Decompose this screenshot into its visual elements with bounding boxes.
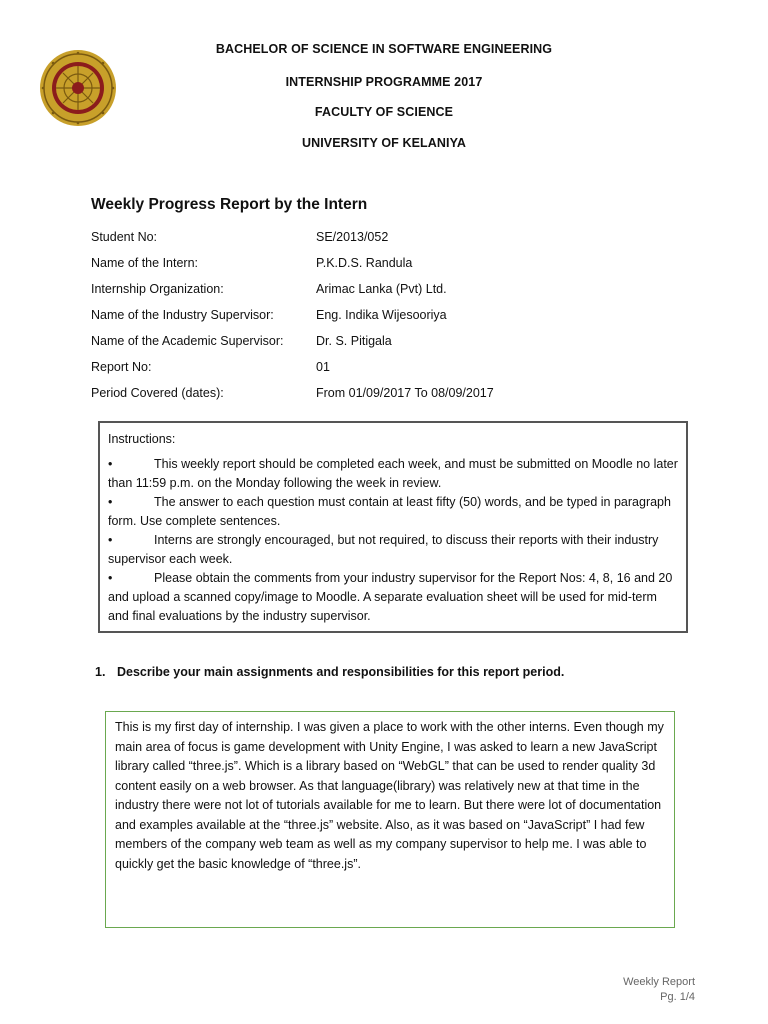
university-name: UNIVERSITY OF KELANIYA: [301, 136, 467, 150]
page-number: Pg. 1/4: [660, 991, 695, 1003]
instruction-item: [108, 493, 678, 531]
instruction-text: The answer to each question must contain at least fifty (50) words, and be typed in paragraph: [154, 495, 671, 509]
instructions-title: Instructions:: [108, 432, 176, 446]
instruction-item: [108, 569, 678, 626]
bullet-icon: •: [108, 571, 113, 585]
field-value: From 01/09/2017 To 08/09/2017: [316, 386, 494, 400]
instruction-text-cont: and upload a scanned copy/image to Moodle. A separate evaluation sheet will be used for mid-term and final evaluations by the industry supervisor.: [108, 590, 657, 623]
field-report-no: [91, 360, 330, 374]
page-footer: [623, 975, 695, 1005]
question-number: 1.: [95, 665, 106, 679]
faculty-name: FACULTY OF SCIENCE: [314, 105, 454, 119]
instructions-box: [98, 421, 688, 633]
field-value: 01: [316, 360, 330, 374]
field-student-no: [91, 230, 389, 244]
field-label: Name of the Industry Supervisor:: [91, 308, 274, 322]
instruction-item: [108, 455, 678, 493]
instruction-text: This weekly report should be completed each week, and must be submitted on Moodle no: [154, 457, 651, 471]
field-value: Arimac Lanka (Pvt) Ltd.: [316, 282, 447, 296]
field-industry-supervisor: [91, 308, 447, 322]
footer-doc-name: Weekly Report: [623, 976, 695, 988]
answer-box: [105, 711, 675, 928]
field-label: Name of the Academic Supervisor:: [91, 334, 284, 348]
program-title: BACHELOR OF SCIENCE IN SOFTWARE ENGINEERING: [215, 42, 553, 56]
bullet-icon: •: [108, 495, 113, 509]
bullet-icon: •: [108, 457, 113, 471]
instruction-text-cont: later than 11:59 p.m. on the Monday following the week in review.: [108, 457, 678, 490]
field-value: SE/2013/052: [316, 230, 389, 244]
instruction-text-cont: supervisor each week.: [108, 552, 233, 566]
programme-name: INTERNSHIP PROGRAMME 2017: [285, 75, 483, 89]
field-organization: [91, 282, 447, 296]
field-label: Name of the Intern:: [91, 256, 199, 270]
report-title: Weekly Progress Report by the Intern: [91, 196, 368, 213]
field-label: Period Covered (dates):: [91, 386, 224, 400]
field-value: Eng. Indika Wijesooriya: [316, 308, 447, 322]
instruction-text: Please obtain the comments from your industry supervisor for the Report Nos: 4, 8, 16 and 20: [154, 571, 673, 585]
field-intern-name: [91, 256, 413, 270]
instruction-text-cont: form. Use complete sentences.: [108, 514, 281, 528]
question-text: Describe your main assignments and responsibilities for this report period.: [117, 665, 565, 679]
instruction-text: Interns are strongly encouraged, but not required, to discuss their reports with their industry: [154, 533, 659, 547]
field-value: P.K.D.S. Randula: [316, 256, 413, 270]
instruction-item: [108, 531, 678, 569]
field-academic-supervisor: [91, 334, 392, 348]
question-1: [95, 665, 564, 679]
answer-text: This is my first day of internship. I was given a place to work with the other interns. Even though my main area of focus is game development with Unity Engine, I was asked to learn a new JavaScript library called “three.js”. Which is a library based on “WebGL” that can be used to render quality 3d content easily on a web browser. As that language(library) was relatively new at that time in the industry there were not lot of tutorials available for me to learn. But there were lot of documentation and examples available at the “three.js” website. Also, as it was based on “JavaScript” I had few members of the company web team as well as my company supervisor to help me. I was able to quickly get the basic knowledge of “three.js”.: [115, 720, 664, 871]
field-label: Student No:: [91, 230, 158, 244]
field-label: Report No:: [91, 360, 152, 374]
field-period-covered: [91, 386, 494, 400]
field-value: Dr. S. Pitigala: [316, 334, 392, 348]
bullet-icon: •: [108, 533, 113, 547]
field-label: Internship Organization:: [91, 282, 224, 296]
